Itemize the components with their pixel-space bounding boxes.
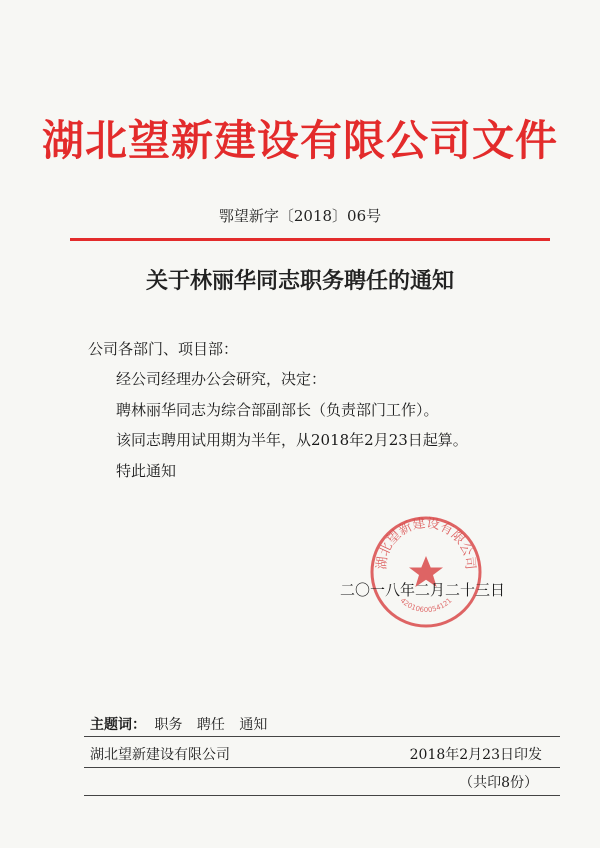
- salutation: 公司各部门、项目部：: [88, 340, 239, 358]
- footer-company: 湖北望新建设有限公司: [90, 747, 230, 763]
- body-paragraph: 聘林丽华同志为综合部副部长（负责部门工作）。: [116, 401, 439, 419]
- svg-text:4201060054121: 4201060054121: [398, 596, 454, 615]
- keyword: 聘任: [196, 717, 225, 733]
- footer-rule-middle: [84, 767, 560, 768]
- issue-date: 二〇一八年二月二十三日: [340, 581, 506, 599]
- footer-print-date: 2018年2月23日印发: [409, 747, 542, 763]
- closing-phrase: 特此通知: [116, 462, 177, 480]
- red-divider: [70, 238, 550, 241]
- footer-copies: （共印8份）: [459, 775, 538, 791]
- keywords-line: [90, 714, 267, 734]
- keyword: 通知: [239, 717, 268, 733]
- notice-title: 关于林丽华同志职务聘任的通知: [145, 268, 454, 294]
- keyword: 职务: [154, 717, 183, 733]
- svg-text:湖北望新建设有限公司: 湖北望新建设有限公司: [374, 516, 478, 571]
- footer-rule-top: [84, 736, 560, 737]
- footer-rule-bottom: [84, 795, 560, 796]
- keywords-label: 主题词：: [90, 717, 146, 733]
- document-number: 鄂望新字〔2018〕06号: [218, 207, 382, 225]
- document-header-title: 湖北望新建设有限公司文件: [41, 116, 558, 165]
- body-paragraph: 经公司经理办公会研究，决定：: [116, 370, 327, 388]
- company-seal-stamp: [366, 512, 486, 632]
- body-paragraph: 该同志聘用试用期为半年，从2018年2月23日起算。: [116, 431, 468, 449]
